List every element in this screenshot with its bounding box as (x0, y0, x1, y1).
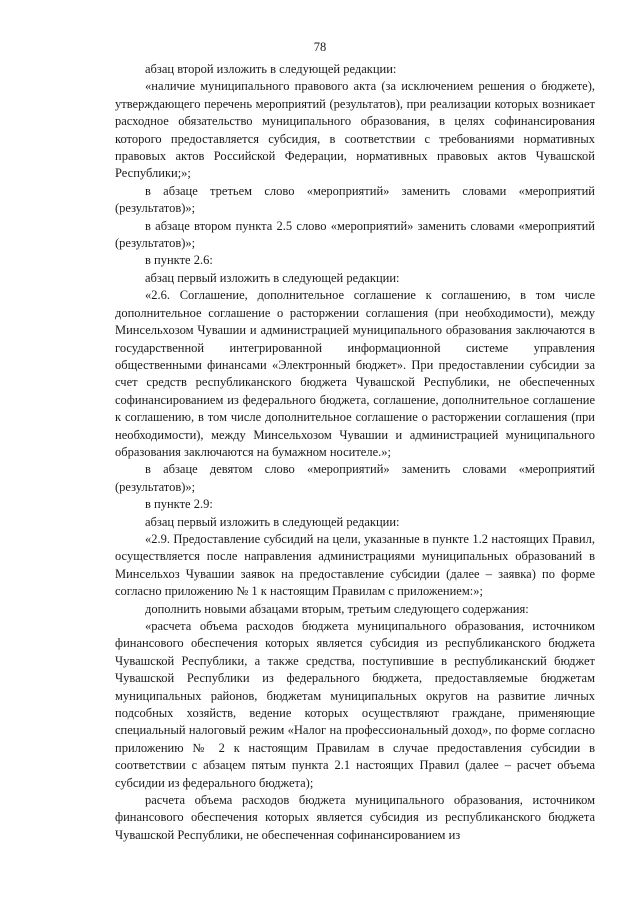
paragraph: в пункте 2.9: (145, 497, 213, 512)
paragraph: в абзаце третьем слово «мероприятий» заменить словами «мероприятий (результатов)»; (115, 183, 595, 216)
paragraph: в пункте 2.6: (145, 253, 213, 268)
paragraph: «расчета объема расходов бюджета муниципального образования, источником финансового обеспечения которых является субсидия из республиканского бюджета Чувашской Республики, а также средства, поступившие в республиканский бюджет Чувашской Республики из федерального бюджета, предоставляемые бюджетам муниципальных районов, бюджетам муниципальных округов на развитие личных подсобных хозяйств, ведение которых осуществляют граждане, применяющие специальный налоговый режим «Налог на профессиональный доход», по форме согласно приложению № 2 к настоящим Правилам в случае предоставления субсидии в соответствии с абзацем пятым пункта 2.1 настоящих Правил (далее – расчет объема субсидии из федерального бюджета); (115, 619, 595, 790)
paragraph: «2.6. Соглашение, дополнительное соглашение к соглашению, в том числе дополнительное соглашение о расторжении соглашения (при необходимости), между Минсельхозом Чувашии и администрацией муниципального образования заключаются в государственной интегрированной информационной системе управления общественными финансами «Электронный бюджет». При предоставлении субсидии за счет средств республиканского бюджета Чувашской Республики, не обеспеченных софинансированием из федерального бюджета, соглашение, дополнительное соглашение к соглашению, в том числе дополнительное соглашение о расторжении соглашения (при необходимости), между Минсельхозом Чувашии и администрацией муниципального образования заключаются на бумажном носителе.»; (115, 288, 595, 459)
page-number: 78 (313, 40, 327, 54)
document-body (115, 61, 595, 844)
paragraph: в абзаце девятом слово «мероприятий» заменить словами «мероприятий (результатов)»; (115, 462, 595, 494)
paragraph: дополнить новыми абзацами вторым, третьим следующего содержания: (145, 601, 529, 616)
paragraph: «наличие муниципального правового акта (за исключением решения о бюджете), утверждающего перечень мероприятий (результатов), при реализации которых возникает расходное обязательство муниципального образования, в целях софинансирования которого предоставляется субсидия, в соответствии с требованиями нормативных правовых актов Российской Федерации, нормативных правовых актов Чувашской Республики;»; (115, 79, 595, 181)
paragraph: в абзаце втором пункта 2.5 слово «мероприятий» заменить словами «мероприятий (результатов)»; (115, 218, 595, 251)
paragraph: «2.9. Предоставление субсидий на цели, указанные в пункте 1.2 настоящих Правил, осуществляется после направления администрациями муниципальных образований в Минсельхоз Чувашии заявок на предоставление субсидии (далее – заявка) по форме согласно приложению № 1 к настоящим Правилам с приложением:»; (115, 531, 595, 599)
paragraph: абзац второй изложить в следующей редакции: (145, 62, 397, 76)
paragraph: абзац первый изложить в следующей редакции: (145, 270, 400, 285)
paragraph: абзац первый изложить в следующей редакции: (145, 514, 400, 529)
paragraph: расчета объема расходов бюджета муниципального образования, источником финансового обеспечения которых является субсидия из республиканского бюджета Чувашской Республики, не обеспеченная софинансированием из (115, 793, 595, 842)
